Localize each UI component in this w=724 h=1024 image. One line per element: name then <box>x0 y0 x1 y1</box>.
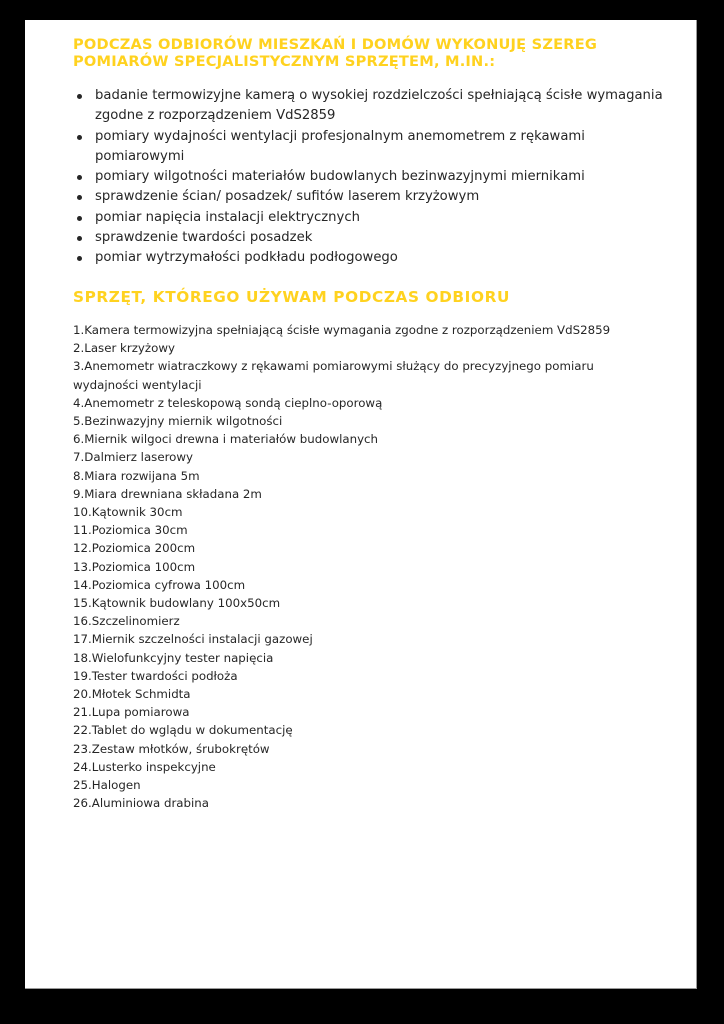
measurements-list <box>75 86 665 269</box>
equipment-item: 1.Kamera termowizyjna spełniającą ścisłe wymagania zgodne z rozporządzeniem VdS2859 <box>73 323 611 337</box>
equipment-item: 3.Anemometr wiatraczkowy z rękawami pomiarowymi służący do precyzyjnego pomiaru wydajności wentylacji <box>73 359 594 392</box>
bullet-icon <box>77 256 82 261</box>
equipment-item: 15.Kątownik budowlany 100x50cm <box>73 596 281 611</box>
equipment-item: 4.Anemometr z teleskopową sondą cieplno-oporową <box>73 395 383 410</box>
list-item <box>75 248 665 268</box>
bullet-icon <box>77 216 82 221</box>
list-item <box>75 208 665 228</box>
equipment-item: 19.Tester twardości podłoża <box>73 668 238 683</box>
list-item <box>75 167 665 187</box>
equipment-list <box>73 321 653 812</box>
list-item <box>75 86 665 127</box>
list-item <box>75 127 665 168</box>
bullet-icon <box>77 236 82 241</box>
equipment-item: 7.Dalmierz laserowy <box>73 450 194 465</box>
list-item-text: pomiar napięcia instalacji elektrycznych <box>95 209 360 225</box>
equipment-item: 2.Laser krzyżowy <box>73 341 175 356</box>
equipment-item: 21.Lupa pomiarowa <box>73 705 190 720</box>
equipment-item: 20.Młotek Schmidta <box>73 687 191 702</box>
equipment-item: 9.Miara drewniana składana 2m <box>73 486 262 501</box>
list-item <box>75 187 665 207</box>
bullet-icon <box>77 135 82 140</box>
equipment-item: 11.Poziomica 30cm <box>73 523 188 538</box>
equipment-item: 18.Wielofunkcyjny tester napięcia <box>73 650 274 665</box>
equipment-item: 16.Szczelinomierz <box>73 614 180 629</box>
document-page <box>25 20 697 989</box>
bullet-icon <box>77 94 82 99</box>
section-heading-measurements: PODCZAS ODBIORÓW MIESZKAŃ I DOMÓW WYKONUJĘ SZEREG POMIARÓW SPECJALISTYCZNYM SPRZĘTEM, M.IN.: <box>73 36 598 70</box>
equipment-item: 10.Kątownik 30cm <box>73 505 183 520</box>
equipment-item: 12.Poziomica 200cm <box>73 541 196 556</box>
list-item-text: pomiary wilgotności materiałów budowlanych bezinwazyjnymi miernikami <box>95 169 585 185</box>
list-item-text: pomiary wydajności wentylacji profesjonalnym anemometrem z rękawami pomiarowymi <box>95 128 585 164</box>
equipment-item: 24.Lusterko inspekcyjne <box>73 759 216 774</box>
bullet-icon <box>77 195 82 200</box>
equipment-item: 13.Poziomica 100cm <box>73 559 196 574</box>
equipment-item: 17.Miernik szczelności instalacji gazowej <box>73 632 313 647</box>
list-item-text: pomiar wytrzymałości podkładu podłogowego <box>95 250 398 266</box>
equipment-item: 22.Tablet do wglądu w dokumentację <box>73 723 293 738</box>
list-item-text: sprawdzenie ścian/ posadzek/ sufitów laserem krzyżowym <box>95 189 480 205</box>
bullet-icon <box>77 175 82 180</box>
list-item <box>75 228 665 248</box>
section-heading-equipment: SPRZĘT, KTÓREGO UŻYWAM PODCZAS ODBIORU <box>73 288 510 306</box>
equipment-item: 23.Zestaw młotków, śrubokrętów <box>73 741 270 756</box>
list-item-text: sprawdzenie twardości posadzek <box>95 230 313 246</box>
equipment-item: 5.Bezinwazyjny miernik wilgotności <box>73 414 283 429</box>
equipment-item: 8.Miara rozwijana 5m <box>73 468 200 483</box>
list-item-text: badanie termowizyjne kamerą o wysokiej rozdzielczości spełniającą ścisłe wymagania zgodne z rozporządzeniem VdS2859 <box>95 88 663 124</box>
equipment-item: 6.Miernik wilgoci drewna i materiałów budowlanych <box>73 432 379 447</box>
equipment-item: 26.Aluminiowa drabina <box>73 796 209 811</box>
equipment-item: 25.Halogen <box>73 778 141 793</box>
equipment-item: 14.Poziomica cyfrowa 100cm <box>73 577 246 592</box>
